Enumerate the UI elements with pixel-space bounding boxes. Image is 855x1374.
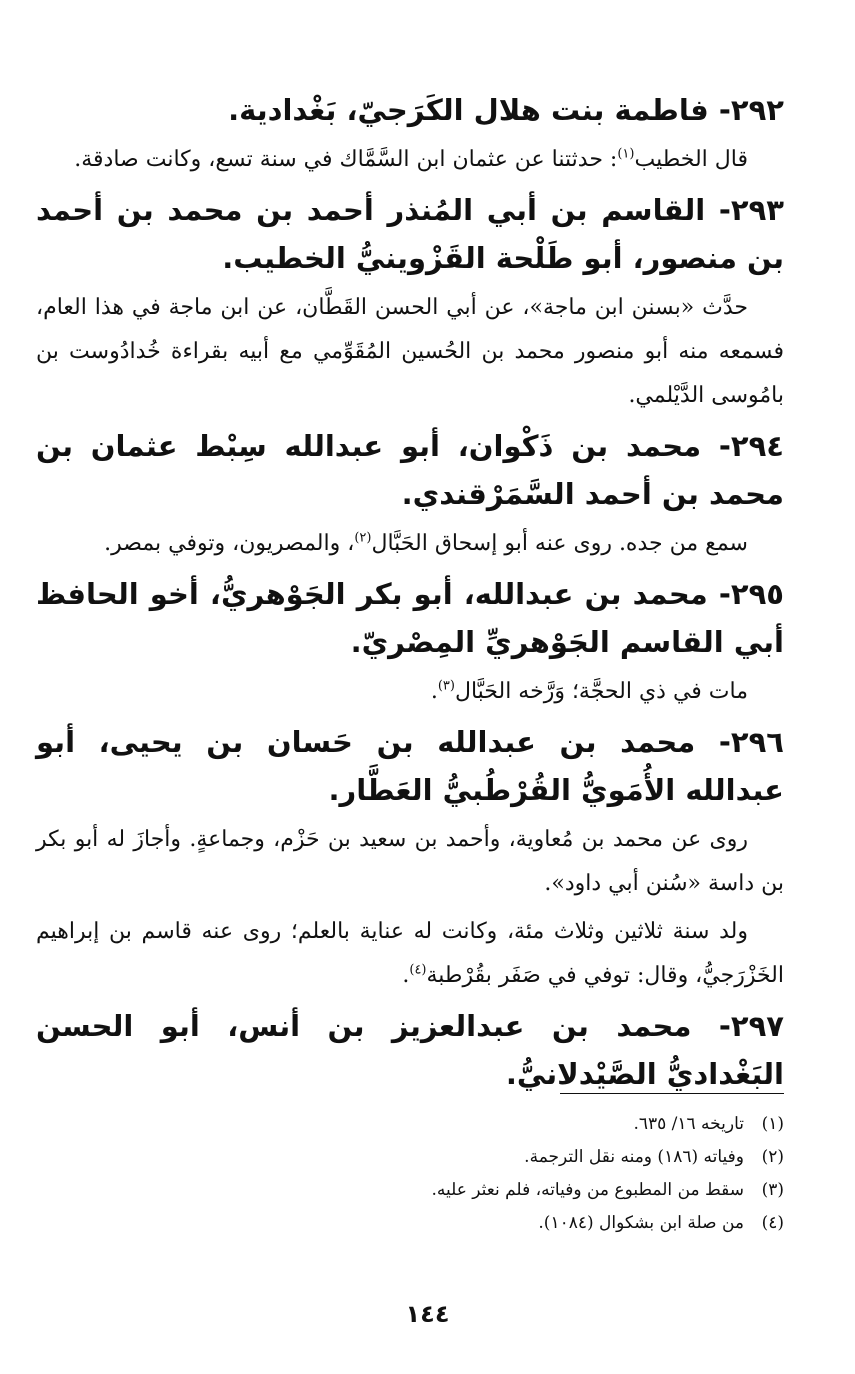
footnotes [36,1108,784,1240]
footnote-item [36,1174,784,1207]
footnote-text: وفياته (١٨٦) ومنه نقل الترجمة. [524,1147,744,1167]
footnote-number: (٢) [761,1147,784,1167]
footnote-marker: (٣) [437,678,455,694]
footnote-marker: (٤) [409,962,427,978]
footnote-item [36,1108,784,1141]
entry-paragraph: ولد سنة ثلاثين وثلاث مئة، وكانت له عناية بالعلم؛ روى عنه قاسم بن إبراهيم الخَزْرَجيُّ، وقال: توفي في صَفَر بقُرْطبة$^{(٤)}$. [36,919,784,988]
main-text [36,86,784,1102]
footnote-text: من صلة ابن بشكوال (١٠٨٤). [538,1213,744,1233]
entry-paragraph: سمع من جده. روى عنه أبو إسحاق الحَبَّال$^{(٢)}$، والمصريون، وتوفي بمصر. [104,530,748,556]
footnote-number: (٣) [761,1180,784,1200]
entry-title: ٢٩٤- محمد بن ذَكْوان، أبو عبدالله سِبْط عثمان بن محمد بن أحمد السَّمَرْقندي. [36,429,784,511]
entry-title: ٢٩٥- محمد بن عبدالله، أبو بكر الجَوْهريُّ، أخو الحافظ أبي القاسم الجَوْهريِّ المِصْريّ. [36,577,784,659]
entry-paragraph: مات في ذي الحجَّة؛ وَرَّخه الحَبَّال$^{(٣)}$. [430,678,748,704]
entry-title: ٢٩٢- فاطمة بنت هلال الكَرَجيّ، بَغْدادية. [228,93,784,127]
footnote-text: سقط من المطبوع من وفياته، فلم نعثر عليه. [431,1180,744,1200]
footnote-item [36,1141,784,1174]
page-number: ١٤٤ [405,1300,450,1328]
entry-title: ٢٩٦- محمد بن عبدالله بن حَسان بن يحيى، أبو عبدالله الأُمَويُّ القُرْطُبيُّ العَطَّار. [36,725,784,807]
entry-title: ٢٩٧- محمد بن عبدالعزيز بن أنس، أبو الحسن البَغْداديُّ الصَّيْدلانيُّ. [36,1009,784,1091]
entry-paragraph: قال الخطيب$^{(١)}$: حدثتنا عن عثمان ابن السَّمَّاك في سنة تسع، وكانت صادقة. [74,146,748,172]
footnote-number: (٤) [761,1213,784,1233]
footnote-marker: (١) [617,146,635,162]
entry-paragraph: روى عن محمد بن مُعاوية، وأحمد بن سعيد بن حَزْم، وجماعةٍ. وأجازَ له أبو بكر بن داسة «سُنن أبي داود». [36,827,784,896]
footnote-number: (١) [761,1114,784,1134]
footnote-item [36,1207,784,1240]
footnote-marker: (٢) [354,530,372,546]
entry-paragraph: حدَّث «بسنن ابن ماجة»، عن أبي الحسن القَطَّان، عن ابن ماجة في هذا العام، فسمعه منه أبو منصور محمد بن الحُسين المُقَوِّمي مع أبيه بقراءة خُدادُوست بن بامُوسى الدَّيْلمي. [36,295,784,408]
footnote-text: تاريخه ١٦/ ٦٣٥. [633,1114,744,1134]
footnote-separator [560,1093,784,1094]
entry-title: ٢٩٣- القاسم بن أبي المُنذر أحمد بن محمد بن أحمد بن منصور، أبو طَلْحة القَزْوينيُّ الخطيب. [36,193,784,275]
